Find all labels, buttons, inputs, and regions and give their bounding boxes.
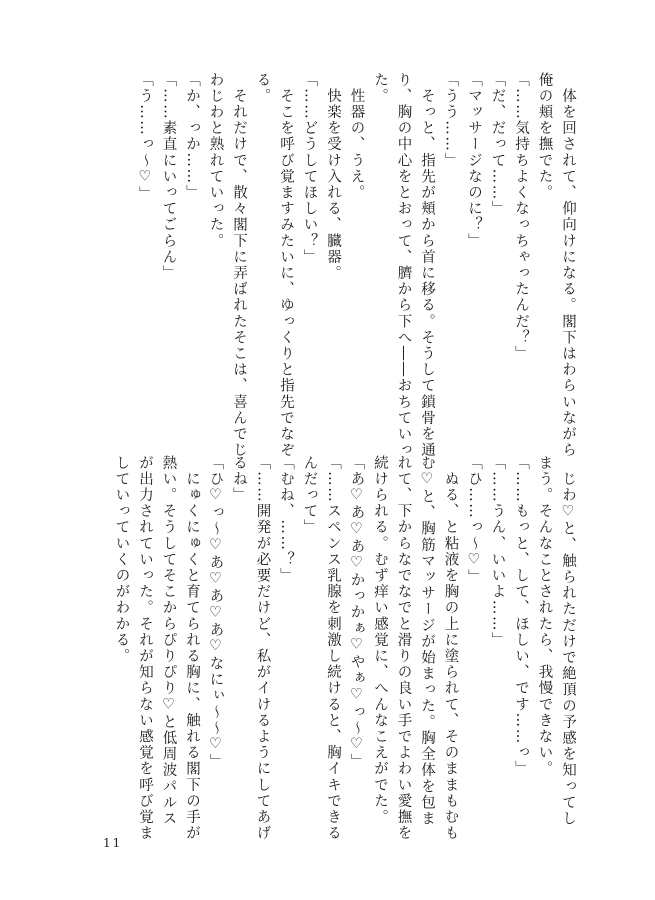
text-line: 「……開発が必要だけど、私がイけるようにしてあげ: [254, 455, 271, 842]
text-line: 「うう……」: [442, 72, 459, 169]
text-line: 「マッサージなのに？」: [466, 72, 482, 250]
text-line: していっていくのがわかる。: [113, 455, 130, 665]
text-line: 「……うん、いいよ……」: [489, 455, 506, 649]
text-line: 「……どうしてほしい？」: [301, 72, 318, 266]
text-line: 「あ♡あ♡あ♡かっかぁ♡やぁ♡っ～♡」: [348, 455, 365, 770]
text-block-bottom: [109, 455, 579, 842]
text-line: 「……気持ちよくなっちゃったんだ？」: [513, 72, 529, 362]
text-line: ぬる、と粘液を胸の上に塗られて、そのままもむも: [442, 455, 459, 842]
page-number: 11: [103, 836, 123, 850]
text-line: 「か、っか……」: [184, 72, 200, 201]
text-line: 「ひ……っ～♡」: [466, 455, 482, 586]
text-line: 続けられる。むず痒い感覚に、へんなこえがでた。: [372, 455, 388, 826]
text-line: 「……スペンス乳腺を刺激し続けると、胸イキできる: [325, 455, 341, 842]
text-line: まう。そんなことされたら、我慢できない。: [536, 455, 553, 777]
text-line: にゅくにゅくと育てられる胸に、触れる閣下の手が: [184, 455, 200, 842]
text-line: た。: [372, 72, 388, 105]
text-line: れて、下からなでなでと滑りの良い手でよわい愛撫を: [395, 455, 412, 842]
text-line: 熱い。そうしてそこからぴりぴり♡と低周波パルス: [160, 455, 177, 827]
text-line: 性器の、うえ。: [348, 72, 365, 201]
text-line: 「……もっと、して、ほしい、です……っ」: [513, 455, 529, 777]
text-line: それだけで、散々閣下に弄ばれたそこは、喜んでじ: [231, 72, 247, 459]
text-line: む♡と、胸筋マッサージが始まった。胸全体を包ま: [419, 455, 435, 827]
text-line: 「……素直にいってごらん」: [160, 72, 177, 282]
text-line: り、胸の中心をとおって、臍から下へ――おちていっ: [395, 72, 412, 459]
text-line: 「う……っ～♡」: [137, 72, 153, 203]
text-line: る。: [254, 72, 271, 105]
text-block-top: [133, 72, 580, 459]
text-line: じわ♡と、触られただけで絶頂の予感を知ってし: [560, 455, 576, 827]
text-line: 体を回されて、仰向けになる。閣下はわらいながら: [560, 72, 576, 459]
text-line: が出力されていった。それが知らない感覚を呼び覚ま: [137, 455, 153, 842]
text-line: そこを呼び覚ますみたいに、ゆっくりと指先でなぞ: [278, 72, 294, 459]
text-line: わじわと熟れていった。: [207, 72, 224, 250]
text-line: るね」: [231, 455, 247, 504]
text-line: 「ひ♡っ～♡あ♡あ♡あ♡なにぃ～～♡」: [207, 455, 224, 770]
text-line: 「むね、……？」: [278, 455, 294, 584]
text-line: 俺の頬を撫でた。: [536, 72, 553, 201]
text-line: 「だ、だって……」: [489, 72, 506, 217]
text-line: 快楽を受け入れる、臓器。: [325, 72, 341, 282]
text-line: んだって」: [301, 455, 318, 536]
text-line: そっと、指先が頬から首に移る。そうして鎖骨を通: [419, 72, 435, 459]
